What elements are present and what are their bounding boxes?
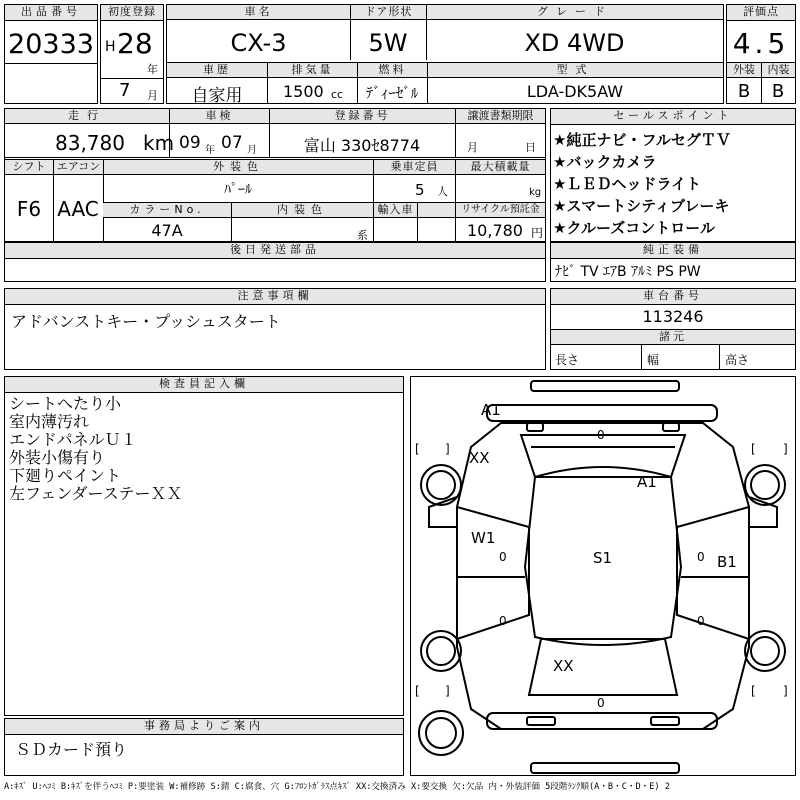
max-load-unit: kg [529, 187, 542, 198]
damage-mark: XX [469, 449, 490, 467]
bracket: [ [751, 442, 756, 456]
model-label: 型式 [427, 63, 723, 78]
later-parts-label: 後日発送部品 [5, 243, 545, 259]
first-registration-box [100, 4, 164, 104]
exterior-grade: B [737, 81, 751, 102]
inspection-year-unit: 年 [205, 145, 215, 156]
inspection-month: 07 [221, 133, 243, 153]
height-label: 高さ [725, 353, 750, 367]
inspector-note-line: 左フェンダーステーＸＸ [9, 484, 183, 503]
notes-label: 注意事項欄 [5, 289, 545, 305]
damage-mark: A1 [637, 473, 657, 491]
damage-mark: W1 [471, 529, 496, 547]
later-parts-box [4, 242, 546, 282]
damage-mark: B1 [717, 553, 737, 571]
bracket: [ [415, 442, 420, 456]
score-box [726, 4, 796, 104]
era-label: H [105, 39, 116, 55]
car-name-label: 車名 [167, 5, 350, 20]
zero-mark: 0 [499, 550, 507, 564]
office-box [4, 718, 404, 776]
transfer-day-unit: 日 [525, 141, 536, 154]
history: 自家用 [191, 86, 243, 106]
car-name: CX-3 [230, 29, 287, 57]
mileage-unit: km [143, 131, 175, 155]
registration-number: 富山 330ｾ8774 [303, 136, 421, 155]
sales-point-item: ★スマートシティブレーキ [553, 197, 730, 215]
equipment-box [550, 242, 796, 282]
sales-point-item: ★バックカメラ [553, 153, 657, 171]
bracket: ] [783, 684, 788, 698]
inspector-notes-list [9, 395, 182, 503]
inspector-note-line: 室内薄汚れ [9, 412, 90, 431]
exterior-label: 外装 [727, 63, 761, 78]
chassis-box [550, 288, 796, 370]
max-load-label: 最大積載量 [455, 160, 545, 175]
displacement-unit: cc [331, 88, 344, 101]
zero-mark: 0 [597, 696, 605, 710]
bracket: [ [415, 684, 420, 698]
lot-number-label: 出品番号 [5, 5, 97, 21]
chassis-number: 113246 [642, 307, 704, 326]
car-diagram [411, 377, 795, 775]
month-unit: 月 [147, 89, 158, 102]
capacity-label: 乗車定員 [373, 160, 455, 175]
office-label: 事務局よりご案内 [5, 719, 403, 735]
specs-label: 諸元 [551, 330, 795, 345]
interior-color-unit: 系 [357, 229, 368, 242]
model-code: LDA-DK5AW [526, 82, 624, 101]
legend-text: A:ｷｽﾞ U:ﾍｺﾐ B:ｷｽﾞを伴うﾍｺﾐ P:要塗装 W:補修跡 S:錆 C:腐食、穴 G:ﾌﾛﾝﾄｶﾞﾗｽ点ｷｽﾞ XX:交換済み X:要交換 欠:欠品 内・外装評価 5段階ﾗﾝｸ順(A・B・C・D・E) 2 [4, 782, 670, 792]
zero-mark: 0 [697, 550, 705, 564]
import-label: 輸入車 [373, 203, 417, 218]
notes-text: アドバンストキー・プッシュスタート [11, 312, 281, 331]
width-label: 幅 [647, 353, 660, 367]
zero-mark: 0 [499, 614, 507, 628]
exterior-color: ﾊﾟｰﾙ [224, 182, 252, 198]
inspector-note-line: 下廻りペイント [9, 466, 122, 485]
damage-mark: A1 [481, 401, 501, 419]
damage-mark: S1 [593, 549, 613, 567]
inspection-label: 車検 [169, 109, 269, 124]
aircon-label: エアコン [53, 160, 103, 175]
fuel: ﾃﾞｨｰｾﾞﾙ [365, 84, 419, 102]
sales-points-list [553, 129, 731, 239]
capacity-unit: 人 [437, 185, 448, 198]
color-number: 47A [151, 221, 183, 240]
import-gap [417, 203, 455, 218]
door-label: ドア形状 [350, 5, 426, 20]
score-label: 評価点 [727, 5, 795, 21]
grade-label: グレード [426, 5, 723, 20]
capacity: 5 [415, 181, 425, 199]
grade: XD 4WD [524, 29, 625, 57]
recycle-deposit-label: リサイクル預託金 [455, 203, 545, 218]
bracket: ] [445, 684, 450, 698]
inspector-note-line: シートへたり小 [9, 394, 122, 413]
equipment-label: 純正装備 [551, 243, 795, 259]
damage-mark: XX [553, 657, 574, 675]
lot-number-box [4, 4, 98, 104]
car-info-box [166, 4, 724, 104]
inspection-month-unit: 月 [247, 145, 257, 156]
aircon: AAC [57, 197, 99, 221]
zero-mark: 0 [597, 428, 605, 442]
history-label: 車歴 [167, 63, 267, 78]
inspector-label: 検査員記入欄 [5, 377, 403, 393]
chassis-label: 車台番号 [551, 289, 795, 305]
sales-point-item: ★クルーズコントロール [553, 219, 715, 237]
first-registration-label: 初度登録 [101, 5, 163, 21]
sales-point-item: ★純正ナビ・フルセグＴＶ [553, 131, 731, 149]
year-unit: 年 [147, 63, 158, 76]
bracket: [ [751, 684, 756, 698]
office-text: ＳＤカード預り [15, 740, 128, 759]
registration-year: 28 [117, 27, 153, 60]
color-number-label: カラーNo. [103, 203, 231, 218]
overall-score: 4.5 [732, 27, 790, 60]
shift: F6 [16, 197, 42, 221]
mileage: 83,780 [55, 131, 125, 155]
inspector-box [4, 376, 404, 716]
sales-point-item: ★ＬＥＤヘッドライト [553, 175, 701, 193]
transfer-deadline-label: 譲渡書類期限 [455, 109, 545, 124]
vehicle-detail-table [4, 108, 546, 242]
door-type: 5W [368, 29, 408, 57]
inspector-note-line: エンドパネルＵ１ [9, 430, 137, 449]
registration-number-label: 登録番号 [269, 109, 455, 124]
interior-grade: B [771, 81, 785, 102]
recycle-unit: 円 [531, 226, 544, 240]
lot-number: 20333 [8, 29, 94, 60]
exterior-color-label: 外装色 [103, 160, 373, 175]
bracket: ] [783, 442, 788, 456]
mileage-label: 走行 [5, 109, 169, 124]
length-label: 長さ [555, 353, 580, 367]
interior-label: 内装 [761, 63, 795, 78]
fuel-label: 燃料 [357, 63, 427, 78]
sales-points-box [550, 108, 796, 242]
car-diagram-box [410, 376, 796, 776]
equipment-text: ﾅﾋﾞ TV ｴｱB ｱﾙﾐ PS PW [555, 264, 701, 280]
registration-month: 7 [119, 80, 131, 101]
sales-points-label: セールスポイント [551, 109, 795, 125]
zero-mark: 0 [697, 614, 705, 628]
inspector-note-line: 外装小傷有り [9, 448, 106, 467]
notes-box [4, 288, 546, 370]
inspection-year: 09 [179, 133, 201, 153]
shift-label: シフト [5, 160, 53, 175]
interior-color-label: 内装色 [231, 203, 373, 218]
displacement: 1500 [283, 82, 324, 101]
transfer-month-unit: 月 [467, 141, 478, 154]
recycle-deposit: 10,780 [467, 221, 523, 240]
displacement-label: 排気量 [267, 63, 357, 78]
bracket: ] [445, 442, 450, 456]
